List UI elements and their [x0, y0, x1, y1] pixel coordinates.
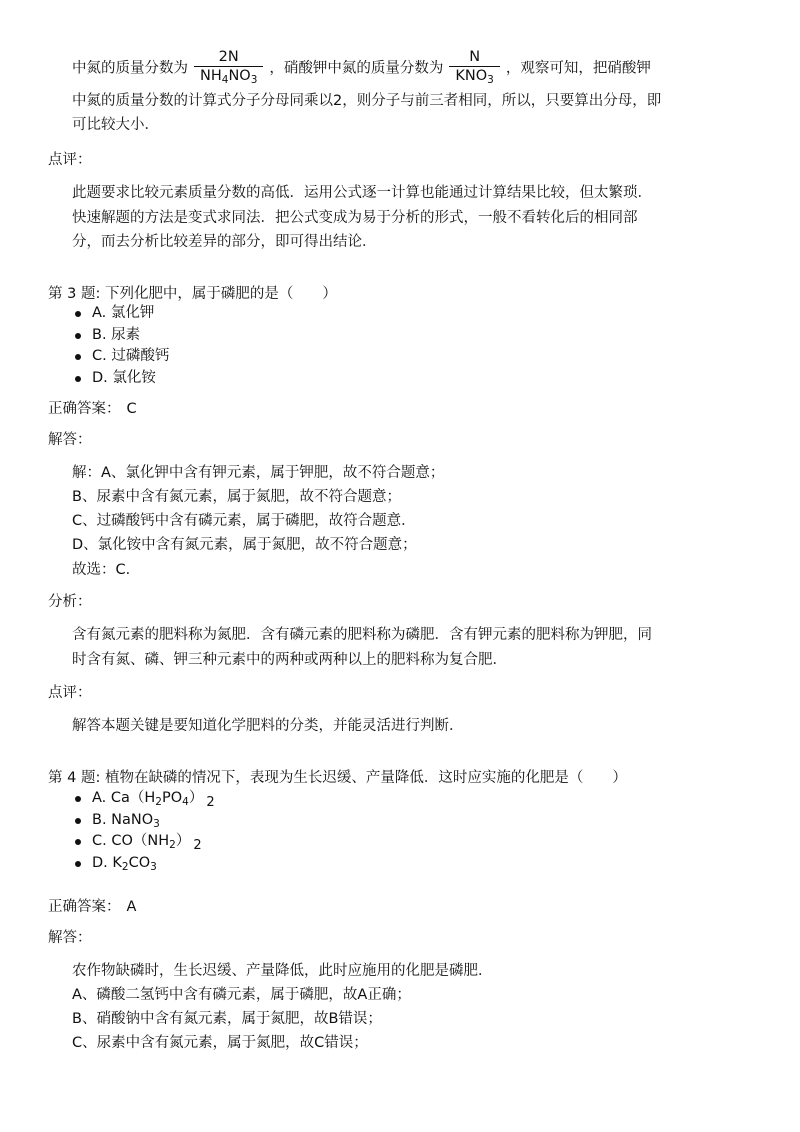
- review-line: 此题要求比较元素质量分数的高低．运用公式逐一计算也能通过计算结果比较，但太繁琐．: [72, 185, 652, 201]
- answer-value: A: [126, 899, 137, 915]
- fraction-nh4no3: [194, 49, 263, 86]
- solution-line: 故选：C．: [72, 562, 141, 578]
- fraction-numerator: 2N: [218, 49, 239, 65]
- option-item: D. $K_2CO_3$: [58, 853, 215, 875]
- option-list: [58, 303, 169, 389]
- analysis-line: 含有氮元素的肥料称为氮肥．含有磷元素的肥料称为磷肥．含有钾元素的肥料称为钾肥，同: [72, 627, 652, 643]
- question-title: 第 3 题: 下列化肥中，属于磷肥的是（ ）: [48, 286, 337, 302]
- answer-line: [48, 399, 137, 419]
- solution-line: 农作物缺磷时，生长迟缓、产量降低，此时应施用的化肥是磷肥．: [72, 963, 493, 979]
- bullet-icon: [75, 861, 81, 867]
- answer-value: C: [126, 401, 137, 417]
- review-line: 分，而去分析比较差异的部分，即可得出结论．: [72, 234, 377, 250]
- solution-label: 解答：: [48, 432, 92, 448]
- option-item: C. $CO(NH_2)$ 2: [58, 831, 215, 853]
- option-list: [58, 788, 215, 874]
- text-segment: ，观察可知，把硝酸钾: [505, 60, 651, 77]
- review-label: 点评：: [48, 152, 92, 168]
- option-item: C. 过磷酸钙: [58, 346, 169, 368]
- review-label: 点评：: [48, 685, 92, 701]
- bullet-icon: [75, 354, 81, 360]
- solution-line: D、氯化铵中含有氮元素，属于氮肥，故不符合题意；: [72, 537, 417, 553]
- formula-line: [72, 50, 651, 87]
- solution-line: A、磷酸二氢钙中含有磷元素，属于磷肥，故A正确；: [72, 987, 411, 1003]
- question-title: 第 4 题: 植物在缺磷的情况下，表现为生长迟缓、产量降低．这时应实施的化肥是（ ）: [48, 770, 627, 786]
- bullet-icon: [75, 311, 81, 317]
- fraction-denominator: $KNO_3$: [449, 66, 499, 86]
- bullet-icon: [75, 818, 81, 824]
- option-item: D. 氯化铵: [58, 368, 169, 390]
- bullet-icon: [75, 376, 81, 382]
- option-item: B. 尿素: [58, 325, 169, 347]
- solution-line: B、尿素中含有氮元素，属于氮肥，故不符合题意；: [72, 489, 401, 505]
- bullet-icon: [75, 839, 81, 845]
- analysis-label: 分析：: [48, 594, 92, 610]
- paragraph-line: 可比较大小．: [72, 117, 159, 133]
- fraction-denominator: $NH_4NO_3$: [194, 66, 263, 86]
- answer-label: 正确答案：: [48, 401, 121, 417]
- fraction-kno3: [449, 49, 499, 86]
- review-line: 快速解题的方法是变式求同法．把公式变成为易于分析的形式，一般不看转化后的相同部: [72, 210, 638, 226]
- solution-line: 解：A、氯化钾中含有钾元素，属于钾肥，故不符合题意；: [72, 465, 445, 481]
- solution-line: C、尿素中含有氮元素，属于氮肥，故C错误；: [72, 1035, 368, 1051]
- option-item: B. NaNO$_3$: [58, 810, 215, 832]
- answer-line: [48, 897, 136, 917]
- answer-label: 正确答案：: [48, 899, 121, 915]
- review-line: 解答本题关键是要知道化学肥料的分类，并能灵活进行判断．: [72, 718, 464, 734]
- analysis-line: 时含有氮、磷、钾三种元素中的两种或两种以上的肥料称为复合肥．: [72, 652, 507, 668]
- text-segment: 中氮的质量分数为: [72, 60, 188, 77]
- solution-line: B、硝酸钠中含有氮元素，属于氮肥，故B错误；: [72, 1011, 382, 1027]
- option-item: A. $Ca(H_2PO_4)$ 2: [58, 788, 215, 810]
- paragraph-line: 中氮的质量分数的计算式分子分母同乘以2，则分子与前三者相同，所以，只要算出分母，即: [72, 93, 662, 109]
- solution-line: C、过磷酸钙中含有磷元素，属于磷肥，故符合题意．: [72, 513, 416, 529]
- text-segment: ，硝酸钾中氮的质量分数为: [269, 60, 444, 77]
- bullet-icon: [75, 333, 81, 339]
- bullet-icon: [75, 796, 81, 802]
- fraction-numerator: N: [469, 49, 481, 65]
- option-item: A. 氯化钾: [58, 303, 169, 325]
- solution-label: 解答：: [48, 930, 92, 946]
